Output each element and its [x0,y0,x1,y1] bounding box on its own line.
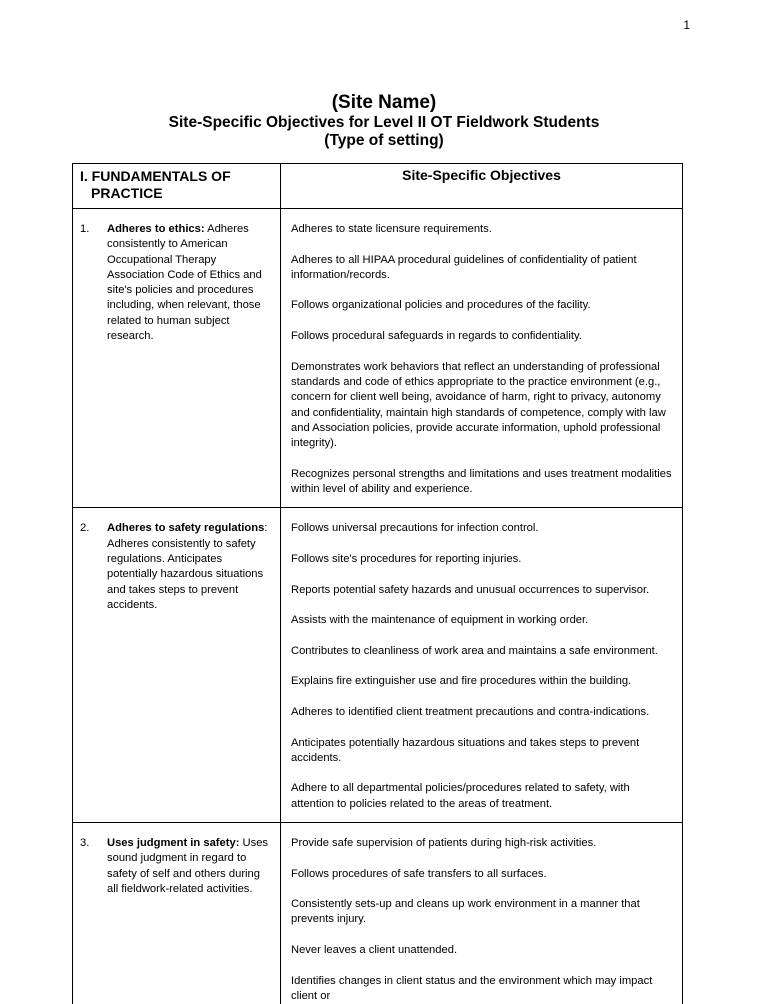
item-number: 2. [80,522,90,535]
objective: Adheres to all HIPAA procedural guidelines of confidentiality of patient information/records. [291,253,637,281]
objectives-heading: Site-Specific Objectives [281,164,683,209]
table-header-row [73,164,683,209]
objective: Follows procedures of safe transfers to all surfaces. [291,867,547,880]
subtitle-line-1: Site-Specific Objectives for Level II OT Fieldwork Students [168,114,600,131]
objective: Recognizes personal strengths and limitations and uses treatment modalities within level of ability and experience. [291,467,672,496]
objective: Assists with the maintenance of equipment in working order. [291,614,589,627]
objectives-cell [281,209,683,508]
item-cell [73,508,281,823]
objective: Follows organizational policies and procedures of the facility. [291,299,591,312]
objective: Adheres to identified client treatment precautions and contra-indications. [291,705,650,718]
objective: Follows site's procedures for reporting injuries. [291,552,522,565]
objectives-cell [281,822,683,1004]
objective: Explains fire extinguisher use and fire procedures within the building. [291,675,632,688]
page-title: (Site Name) [331,92,437,113]
section-heading-line-2: PRACTICE [91,185,163,201]
section-heading [73,164,281,209]
objective: Contributes to cleanliness of work area and maintains a safe environment. [291,644,658,657]
objective: Identifies changes in client status and the environment which may impact client or [291,974,653,1002]
item-description: Uses sound judgment in regard to safety of self and others during all fieldwork-related activities. [107,836,269,895]
page-subtitle [0,114,768,150]
page-number: 1 [683,18,690,32]
item-description: : Adheres consistently to safety regulations. Anticipates potentially hazardous situations and takes steps to prevent accidents. [107,522,268,611]
item-title: Adheres to safety regulations [107,522,265,535]
objective: Anticipates potentially hazardous situations and takes steps to prevent accidents. [291,736,640,764]
item-title: Uses judgment in safety: [107,836,240,849]
item-number: 3. [80,836,90,849]
objective: Consistently sets-up and cleans up work environment in a manner that prevents injury. [291,898,640,926]
objective: Follows procedural safeguards in regards to confidentiality. [291,330,582,343]
objective: Provide safe supervision of patients during high-risk activities. [291,836,597,849]
item-number: 1. [80,223,90,235]
objective: Adheres to state licensure requirements. [291,223,492,235]
objective: Follows universal precautions for infection control. [291,522,539,535]
objectives-cell [281,508,683,823]
objective: Demonstrates work behaviors that reflect an understanding of professional standards and code of ethics appropriate to the practice environment (e.g., concern for client well being, avoidance of harm, right to privacy, autonomy and confidentiality, maintain high standards of competence, comply with law and Association policies, provide accurate information, uphold professional integrity). [291,360,666,450]
item-description: Adheres consistently to American Occupational Therapy Association Code of Ethics and site's policies and procedures including, when relevant, those related to human subject research. [107,223,262,343]
item-cell [73,822,281,1004]
item-cell [73,209,281,508]
section-heading-line-1: I. FUNDAMENTALS OF [80,168,231,184]
subtitle-line-2: (Type of setting) [324,132,444,149]
table-row [73,822,683,1004]
objective: Adhere to all departmental policies/procedures related to safety, with attention to policies related to the areas of treatment. [291,782,630,810]
objective: Reports potential safety hazards and unusual occurrences to supervisor. [291,583,650,596]
table-row [73,508,683,823]
objectives-table [72,163,683,1004]
item-title: Adheres to ethics: [107,223,205,235]
objective: Never leaves a client unattended. [291,944,458,957]
table-row [73,209,683,508]
